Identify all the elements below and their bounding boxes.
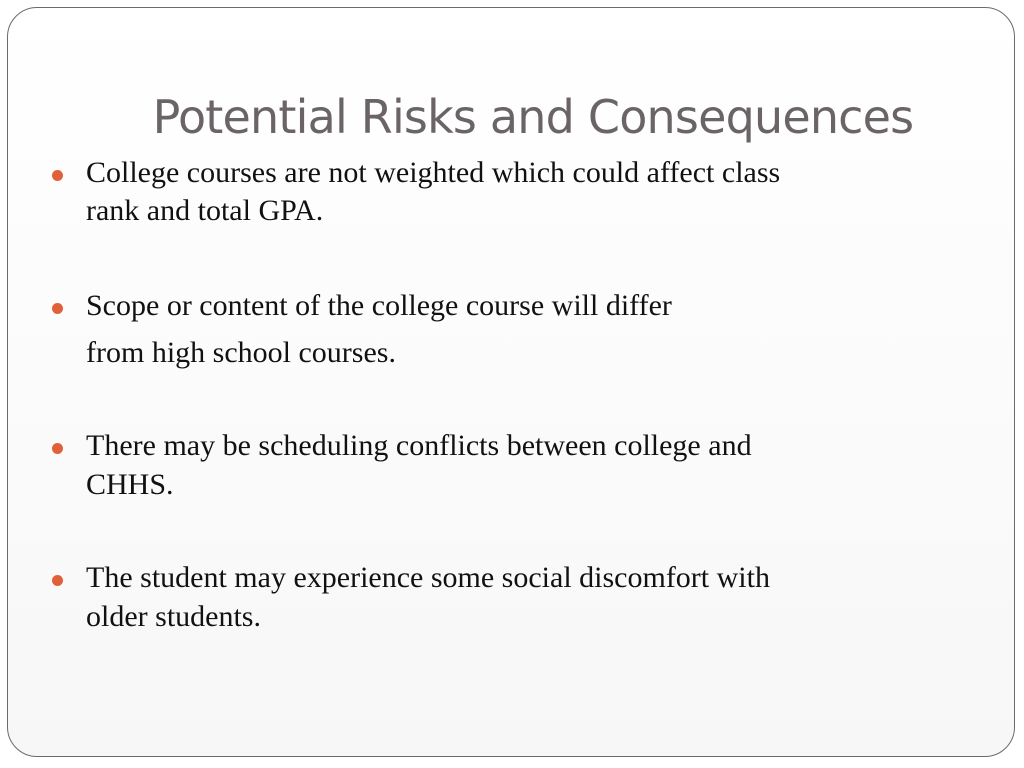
bullet-text-line: The student may experience some social discomfort with <box>86 561 770 594</box>
bullet-text-line: CHHS. <box>86 468 174 501</box>
bullet-text-line: There may be scheduling conflicts between college and <box>86 429 752 462</box>
bullet-dot-icon <box>52 443 63 454</box>
bullet-text-line: from high school courses. <box>86 336 396 369</box>
bullet-dot-icon <box>52 575 63 586</box>
bullet-dot-icon <box>52 303 63 314</box>
slide-title: Potential Risks and Consequences <box>152 90 914 144</box>
bullet-text-line: Scope or content of the college course will differ <box>86 289 672 322</box>
bullet-text-line: College courses are not weighted which could affect class <box>86 156 781 189</box>
slide <box>7 7 1015 757</box>
bullet-text-line: older students. <box>86 600 261 633</box>
bullet-text-line: rank and total GPA. <box>86 194 324 227</box>
bullet-dot-icon <box>52 170 63 181</box>
